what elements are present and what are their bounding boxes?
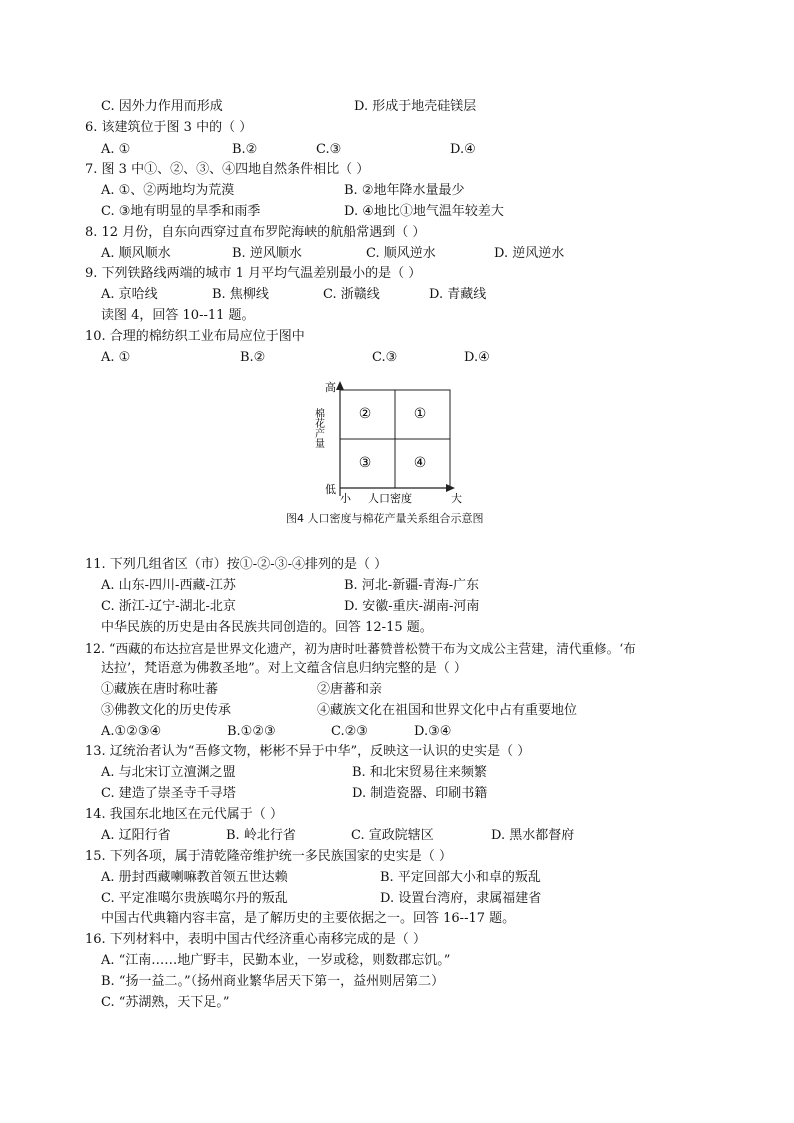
statement-4: ④藏族文化在祖国和世界文化中占有重要地位 [317, 703, 578, 718]
question-14: 14. 我国东北地区在元代属于（ ） [85, 807, 283, 822]
option-c: C. 浙赣线 [323, 287, 380, 302]
statement-2: ②唐蕃和亲 [317, 682, 383, 697]
cell-label: ① [413, 406, 427, 422]
option-d: D. 逆风逆水 [494, 246, 565, 261]
option-c: C. 平定准噶尔贵族噶尔丹的叛乱 [101, 891, 288, 906]
option-d: D.③④ [414, 724, 452, 739]
question-12: 12. “西藏的布达拉宫是世界文化遗产，初为唐时吐蕃赞普松赞干布为文成公主营建，清代重修。‘布 [85, 641, 636, 656]
option-b: B. ②地年降水量最少 [344, 183, 465, 198]
statement-1: ①藏族在唐时称吐蕃 [101, 682, 219, 697]
question-15: 15. 下列各项，属于清乾隆帝维护统一多民族国家的史实是（ ） [85, 849, 452, 864]
option-b: B. 和北宋贸易往来频繁 [352, 765, 487, 780]
cell-label: ④ [413, 455, 427, 471]
option-b: B. 河北-新疆-青海-广东 [344, 578, 479, 593]
x-small-label: 小 [340, 492, 351, 505]
option-a: A. 顺风顺水 [101, 246, 171, 261]
option-c: C.③ [372, 350, 398, 365]
option-a: A. 山东-四川-西藏-江苏 [101, 578, 236, 593]
cell-label: ② [358, 406, 372, 422]
option-a: A. 册封西藏喇嘛教首领五世达赖 [101, 870, 288, 885]
option-d: D. 黑水都督府 [491, 828, 575, 843]
y-axis-label: 棉花产量 [312, 408, 324, 448]
option-b: B.② [240, 350, 266, 365]
option-d: D. 青藏线 [429, 287, 487, 302]
option-a: A. 与北宋订立澶渊之盟 [101, 765, 236, 780]
instruction: 中华民族的历史是由各民族共同创造的。回答 12-15 题。 [101, 620, 433, 635]
option-b: B. 焦柳线 [212, 287, 269, 302]
y-axis-arrow [336, 381, 344, 390]
option-a: A. ① [101, 142, 131, 157]
option-d: D. 形成于地壳硅镁层 [354, 99, 477, 114]
question-12-cont: 达拉’，梵语意为佛教圣地”。对上文蕴含信息归纳完整的是（ ） [101, 661, 467, 676]
option-c: C. ③地有明显的旱季和雨季 [101, 204, 261, 219]
option-c: C. 因外力作用而形成 [101, 99, 223, 114]
option-d: D.④ [464, 350, 490, 365]
option-b: B.①②③ [227, 724, 276, 739]
option-a: A. 辽阳行省 [101, 828, 171, 843]
x-axis-label: 人口密度 [368, 492, 412, 505]
y-high-label: 高 [325, 381, 336, 394]
instruction: 中国古代典籍内容丰富，是了解历史的主要依据之一。回答 16--17 题。 [101, 911, 516, 926]
question-7: 7. 图 3 中①、②、③、④四地自然条件相比（ ） [85, 162, 370, 177]
statement-3: ③佛教文化的历史传承 [101, 703, 232, 718]
option-c: C. 顺风逆水 [366, 246, 436, 261]
option-d: D. ④地比①地气温年较差大 [344, 204, 504, 219]
question-10: 10. 合理的棉纺织工业布局应位于图中 [85, 329, 305, 344]
option-a: A. ① [101, 350, 131, 365]
option-c: C.③ [316, 142, 342, 157]
option-b: B. 岭北行省 [226, 828, 296, 843]
option-a: A. “江南……地广野丰，民勤本业，一岁或稔，则数郡忘饥。” [101, 953, 451, 968]
option-a: A. 京哈线 [101, 287, 158, 302]
figure-caption: 图4 人口密度与棉花产量关系组合示意图 [286, 512, 484, 525]
cell-label: ③ [358, 455, 372, 471]
y-low-label: 低 [325, 483, 336, 496]
option-b: B. 逆风顺水 [232, 246, 302, 261]
option-c: C. 浙江-辽宁-湖北-北京 [101, 599, 236, 614]
option-b: B.② [232, 142, 258, 157]
option-d: D. 制造瓷器、印刷书籍 [352, 786, 488, 801]
option-a: A. ①、②两地均为荒漠 [101, 183, 235, 198]
option-d: D. 设置台湾府，隶属福建省 [380, 891, 542, 906]
x-large-label: 大 [451, 492, 462, 505]
instruction: 读图 4，回答 10--11 题。 [101, 308, 255, 323]
option-c: C. 建造了崇圣寺千寻塔 [101, 786, 236, 801]
question-9: 9. 下列铁路线两端的城市 1 月平均气温差别最小的是（ ） [85, 266, 422, 281]
option-b: B. “扬一益二。”（扬州商业繁华居天下第一，益州则居第二） [101, 974, 445, 989]
option-d: D. 安徽-重庆-湖南-河南 [344, 599, 480, 614]
option-c: C. “苏湖熟，天下足。” [101, 995, 230, 1010]
figure-4 [300, 378, 480, 506]
option-c: C.②③ [331, 724, 368, 739]
question-6: 6. 该建筑位于图 3 中的（ ） [85, 120, 253, 135]
option-a: A.①②③④ [101, 724, 162, 739]
question-11: 11. 下列几组省区（市）按①-②-③-④排列的是（ ） [85, 557, 388, 572]
question-16: 16. 下列材料中，表明中国古代经济重心南移完成的是（ ） [85, 932, 426, 947]
question-13: 13. 辽统治者认为“吾修文物，彬彬不异于中华”，反映这一认识的史实是（ ） [85, 744, 531, 759]
question-8: 8. 12 月份，自东向西穿过直布罗陀海峡的航船常遇到（ ） [85, 225, 426, 240]
option-b: B. 平定回部大小和卓的叛乱 [380, 870, 541, 885]
option-c: C. 宣政院辖区 [351, 828, 434, 843]
option-d: D.④ [450, 142, 476, 157]
